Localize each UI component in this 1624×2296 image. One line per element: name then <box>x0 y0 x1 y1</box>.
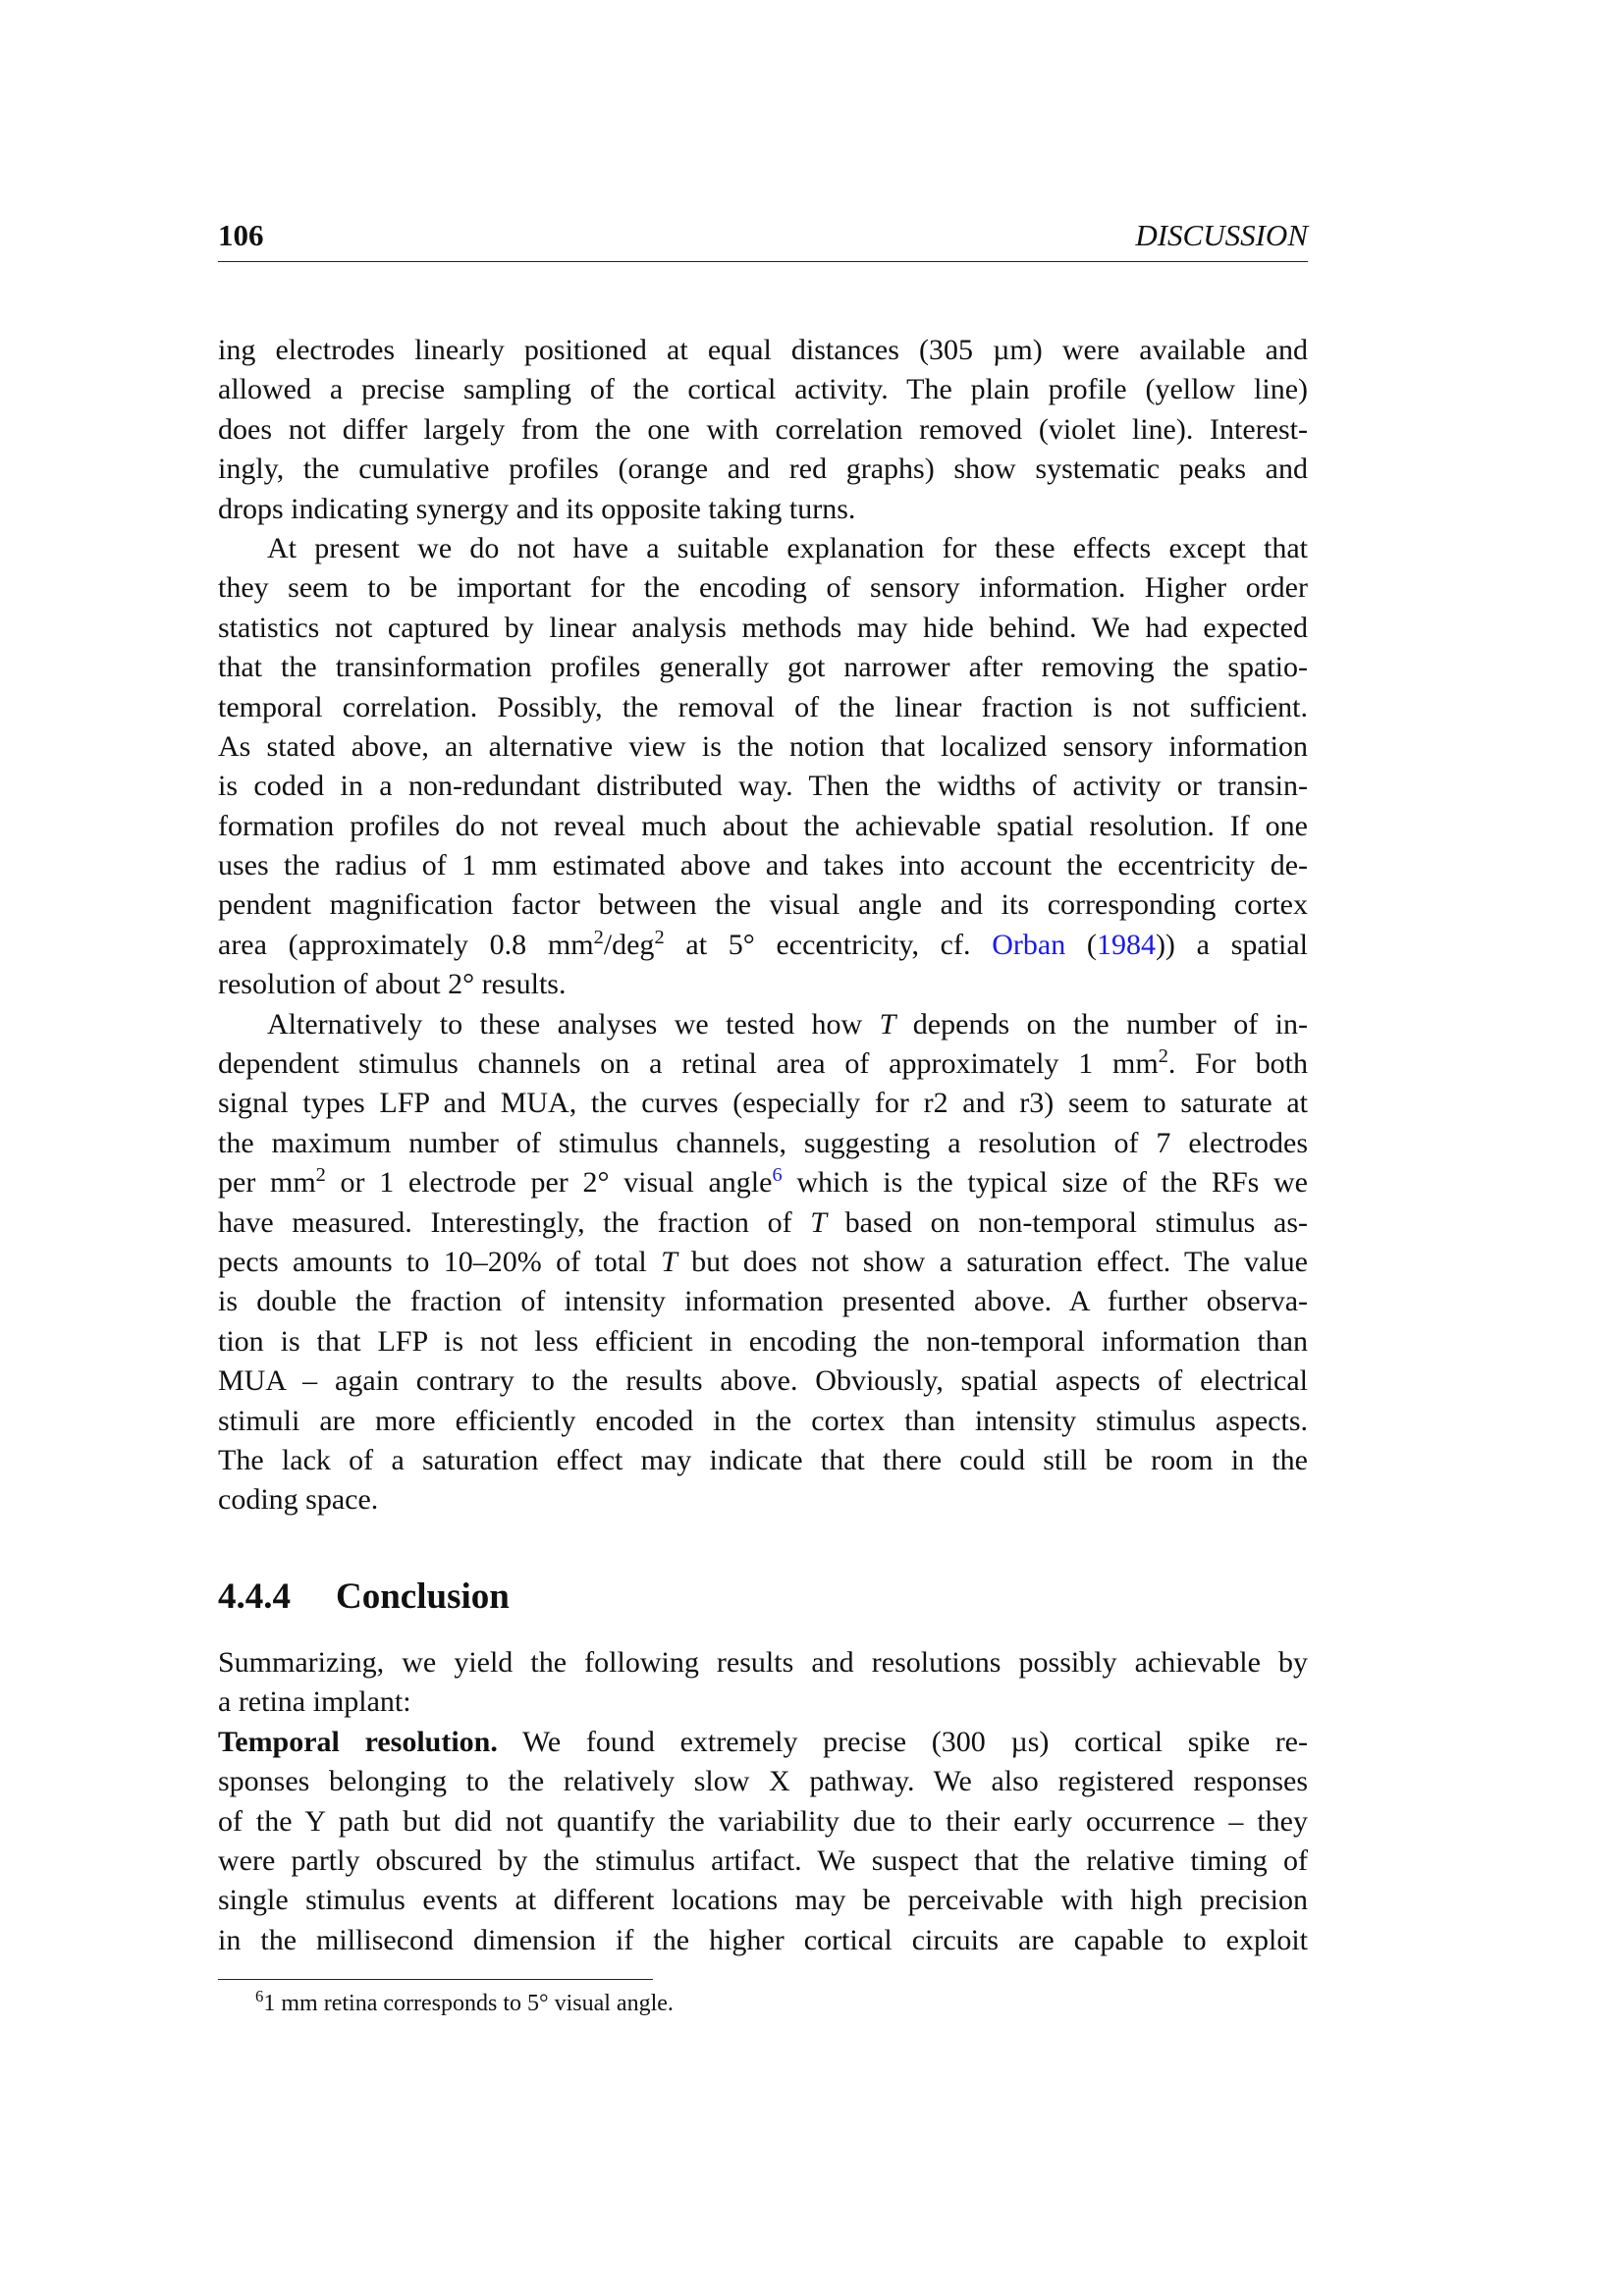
text-line <box>218 846 1308 885</box>
text-line <box>218 1441 1308 1480</box>
section-number: 4.4.4 <box>218 1576 291 1617</box>
text-line <box>218 926 1308 965</box>
text-span: As stated above, an alternative view is the notion that localized sensory information <box>218 729 1308 763</box>
text-line <box>218 1762 1308 1801</box>
text-line <box>218 1723 1308 1762</box>
text-span: that the transinformation profiles generally got narrower after removing the spatio- <box>218 651 1308 684</box>
body-text-bottom <box>218 1643 1308 1960</box>
text-span: at 5° eccentricity, cf. <box>664 928 993 961</box>
text-span: the maximum number of stimulus channels, suggesting a resolution of 7 electrodes <box>218 1126 1308 1159</box>
footnote-rule <box>218 1979 653 1980</box>
text-span: The lack of a saturation effect may indicate that there could still be room in the <box>218 1443 1308 1476</box>
text-span: tion is that LFP is not less efficient in encoding the non-temporal information than <box>218 1324 1308 1358</box>
text-line <box>218 727 1308 767</box>
text-line <box>218 1682 1308 1722</box>
text-line <box>218 331 1308 370</box>
text-span: drops indicating synergy and its opposite taking turns. <box>218 492 856 525</box>
text-span: in the millisecond dimension if the higher cortical circuits are capable to exploit <box>218 1923 1308 1956</box>
italic-symbol: T <box>810 1205 827 1239</box>
text-span: but does not show a saturation effect. The value <box>677 1245 1308 1278</box>
text-line <box>218 1282 1308 1321</box>
citation-link[interactable]: 1984 <box>1096 928 1156 961</box>
text-line <box>218 1322 1308 1362</box>
text-span: depends on the number of in- <box>895 1007 1308 1041</box>
superscript: 2 <box>315 1163 326 1186</box>
text-span: ( <box>1065 928 1097 961</box>
footnote <box>255 1986 674 2018</box>
text-span: pects amounts to 10–20% of total <box>218 1245 662 1278</box>
text-span: We found extremely precise (300 µs) cortical spike re- <box>497 1725 1308 1758</box>
text-line <box>218 1480 1308 1520</box>
text-line <box>218 965 1308 1004</box>
superscript: 2 <box>654 926 665 948</box>
text-line <box>218 1881 1308 1920</box>
text-line <box>218 688 1308 727</box>
text-span: per mm <box>218 1166 316 1200</box>
footnote-marker: 6 <box>255 1986 264 2005</box>
text-line <box>218 807 1308 846</box>
text-span: Summarizing, we yield the following results and resolutions possibly achievable by <box>218 1646 1308 1679</box>
text-span: of the Y path but did not quantify the variability due to their early occurrence – they <box>218 1804 1308 1838</box>
text-span: which is the typical size of the RFs we <box>782 1166 1308 1200</box>
text-span: is double the fraction of intensity information presented above. A further observa- <box>218 1285 1308 1318</box>
section-heading <box>218 1574 510 1621</box>
text-span: were partly obscured by the stimulus artifact. We suspect that the relative timing of <box>218 1843 1308 1877</box>
superscript: 2 <box>593 926 604 948</box>
text-span: sponses belonging to the relatively slow X pathway. We also registered responses <box>218 1765 1308 1798</box>
text-line <box>218 1163 1308 1202</box>
header-rule <box>218 261 1308 262</box>
text-line <box>218 648 1308 687</box>
text-span: ingly, the cumulative profiles (orange and red graphs) show systematic peaks and <box>218 453 1308 486</box>
text-span: statistics not captured by linear analysis methods may hide behind. We had expected <box>218 611 1308 644</box>
text-line <box>218 767 1308 806</box>
text-span: area (approximately 0.8 mm <box>218 928 594 961</box>
footnote-ref-link[interactable]: 6 <box>772 1163 783 1186</box>
page-number: 106 <box>218 218 264 252</box>
text-line <box>218 450 1308 489</box>
text-span: At present we do not have a suitable explanation for these effects except that <box>267 531 1308 564</box>
text-span: allowed a precise sampling of the cortical activity. The plain profile (yellow line) <box>218 373 1308 406</box>
superscript: 2 <box>1158 1044 1168 1067</box>
text-line <box>218 1402 1308 1441</box>
text-line <box>218 370 1308 409</box>
text-span: or 1 electrode per 2° visual angle <box>325 1166 773 1200</box>
italic-symbol: T <box>879 1007 896 1041</box>
text-line <box>218 1921 1308 1960</box>
text-span: does not differ largely from the one with correlation removed (violet line). Interest- <box>218 412 1308 446</box>
text-line <box>218 1802 1308 1842</box>
text-line <box>218 1643 1308 1682</box>
text-span: they seem to be important for the encoding of sensory information. Higher order <box>218 571 1308 605</box>
text-span: is coded in a non-redundant distributed way. Then the widths of activity or transin- <box>218 770 1308 803</box>
text-span: dependent stimulus channels on a retinal area of approximately 1 mm <box>218 1047 1159 1081</box>
text-line <box>218 1203 1308 1243</box>
text-line <box>218 1362 1308 1401</box>
text-span: stimuli are more efficiently encoded in the cortex than intensity stimulus aspects. <box>218 1404 1308 1437</box>
footnote-text: 1 mm retina corresponds to 5° visual angle. <box>263 1991 674 2016</box>
text-span: temporal correlation. Possibly, the removal of the linear fraction is not sufficient. <box>218 690 1308 723</box>
text-span: Alternatively to these analyses we tested how <box>267 1007 880 1041</box>
text-line <box>218 410 1308 450</box>
text-span: a retina implant: <box>218 1685 411 1719</box>
text-span: signal types LFP and MUA, the curves (especially for r2 and r3) seem to saturate at <box>218 1087 1308 1120</box>
text-span: uses the radius of 1 mm estimated above and takes into account the eccentricity de- <box>218 849 1308 882</box>
text-line <box>218 609 1308 648</box>
running-title: DISCUSSION <box>1135 218 1308 252</box>
text-span: . For both <box>1167 1047 1308 1081</box>
text-line <box>218 490 1308 529</box>
text-line <box>218 1842 1308 1881</box>
text-line <box>218 1084 1308 1123</box>
text-span: have measured. Interestingly, the fraction of <box>218 1205 811 1239</box>
run-in-heading: Temporal resolution. <box>218 1725 498 1758</box>
body-text-top <box>218 331 1308 1521</box>
text-line <box>218 529 1308 568</box>
running-header <box>218 216 1308 255</box>
text-span: /deg <box>603 928 655 961</box>
text-line <box>218 1044 1308 1084</box>
section-title: Conclusion <box>336 1576 510 1617</box>
text-span: single stimulus events at different locations may be perceivable with high precision <box>218 1884 1308 1917</box>
italic-symbol: T <box>661 1245 677 1278</box>
text-span: formation profiles do not reveal much about the achievable spatial resolution. If one <box>218 809 1308 842</box>
citation-link[interactable]: Orban <box>992 928 1066 961</box>
text-line <box>218 568 1308 608</box>
text-span: based on non-temporal stimulus as- <box>826 1205 1308 1239</box>
text-span: ing electrodes linearly positioned at equal distances (305 µm) were available and <box>218 334 1308 366</box>
text-span: resolution of about 2° results. <box>218 968 567 1001</box>
text-line <box>218 1005 1308 1044</box>
text-span: coding space. <box>218 1483 379 1517</box>
text-line <box>218 1124 1308 1163</box>
text-line <box>218 885 1308 925</box>
text-span: MUA – again contrary to the results above. Obviously, spatial aspects of electrical <box>218 1364 1308 1398</box>
text-span: pendent magnification factor between the visual angle and its corresponding cortex <box>218 888 1308 922</box>
text-span: )) a spatial <box>1155 928 1309 961</box>
text-line <box>218 1243 1308 1282</box>
